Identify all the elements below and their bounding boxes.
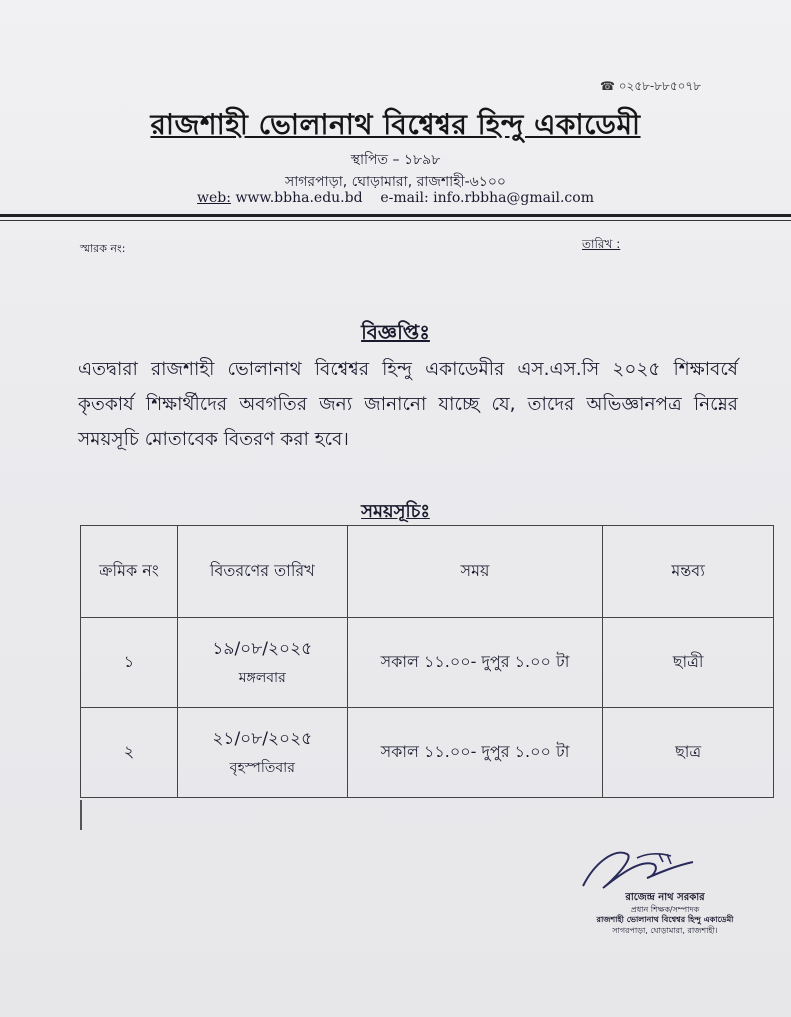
date-value: ২১/০৮/২০২৫ <box>212 728 313 749</box>
header-divider-thin <box>0 220 791 221</box>
table-row <box>81 618 774 708</box>
cell-remark: ছাত্রী <box>603 618 774 708</box>
table-margin-line <box>80 800 82 830</box>
day-value: মঙ্গলবার <box>238 669 286 686</box>
cell-date <box>177 618 347 708</box>
signatory-address: সাগরপাড়া, ঘোড়ামারা, রাজশাহী। <box>612 926 718 935</box>
school-address: সাগরপাড়া, ঘোড়ামারা, রাজশাহী-৬১০০ <box>284 174 507 190</box>
established-year: স্থাপিত – ১৮৯৮ <box>350 152 441 168</box>
cell-serial: ২ <box>81 708 178 798</box>
notice-title: বিজ্ঞপ্তিঃ <box>361 320 430 344</box>
contact-line <box>0 190 791 206</box>
phone-number <box>600 78 701 98</box>
phone-text: ০২৫৮-৮৮৫০৭৮ <box>618 79 701 93</box>
header-time: সময় <box>347 526 603 618</box>
signatory-title: প্রধান শিক্ষক/সম্পাদক <box>630 905 700 914</box>
email-address: info.rbbha@gmail.com <box>433 190 594 206</box>
signatory-name: রাজেন্দ্র নাথ সরকার <box>625 892 705 903</box>
web-label: web: <box>197 190 231 206</box>
table-header-row <box>81 526 774 618</box>
date-label: তারিখ : <box>582 237 621 251</box>
day-value: বৃহস্পতিবার <box>229 759 295 776</box>
date-value: ১৯/০৮/২০২৫ <box>212 638 313 659</box>
cell-serial: ১ <box>81 618 178 708</box>
schedule-title: সময়সূচিঃ <box>361 501 430 522</box>
header-divider-thick <box>0 214 791 217</box>
email-label: e-mail: <box>380 190 429 206</box>
cell-date <box>177 708 347 798</box>
school-name: রাজশাহী ভোলানাথ বিশ্বেশ্বর হিন্দু একাডেমী <box>150 108 641 141</box>
signatory-institution: রাজশাহী ভোলানাথ বিশ্বেশ্বর হিন্দু একাডেমী <box>596 915 734 924</box>
cell-time: সকাল ১১.০০- দুপুর ১.০০ টা <box>347 708 603 798</box>
memo-number-label: স্মারক নং: <box>80 242 126 255</box>
web-url: www.bbha.edu.bd <box>235 190 363 206</box>
cell-time: সকাল ১১.০০- দুপুর ১.০০ টা <box>347 618 603 708</box>
header-date: বিতরণের তারিখ <box>177 526 347 618</box>
header-serial: ক্রমিক নং <box>81 526 178 618</box>
cell-remark: ছাত্র <box>603 708 774 798</box>
signature <box>575 842 705 894</box>
schedule-table <box>80 525 774 798</box>
phone-icon: ☎ <box>599 79 615 93</box>
table-row <box>81 708 774 798</box>
header-remark: মন্তব্য <box>603 526 774 618</box>
notice-body: এতদ্বারা রাজশাহী ভোলানাথ বিশ্বেশ্বর হিন্দু একাডেমীর এস.এস.সি ২০২৫ শিক্ষাবর্ষে কৃতকার্য শিক্ষার্থীদের অবগতির জন্য জানানো যাচ্ছে যে, তাদের অভিজ্ঞানপত্র নিম্নের সময়সূচি মোতাবেক বিতরণ করা হবে। <box>78 359 738 450</box>
